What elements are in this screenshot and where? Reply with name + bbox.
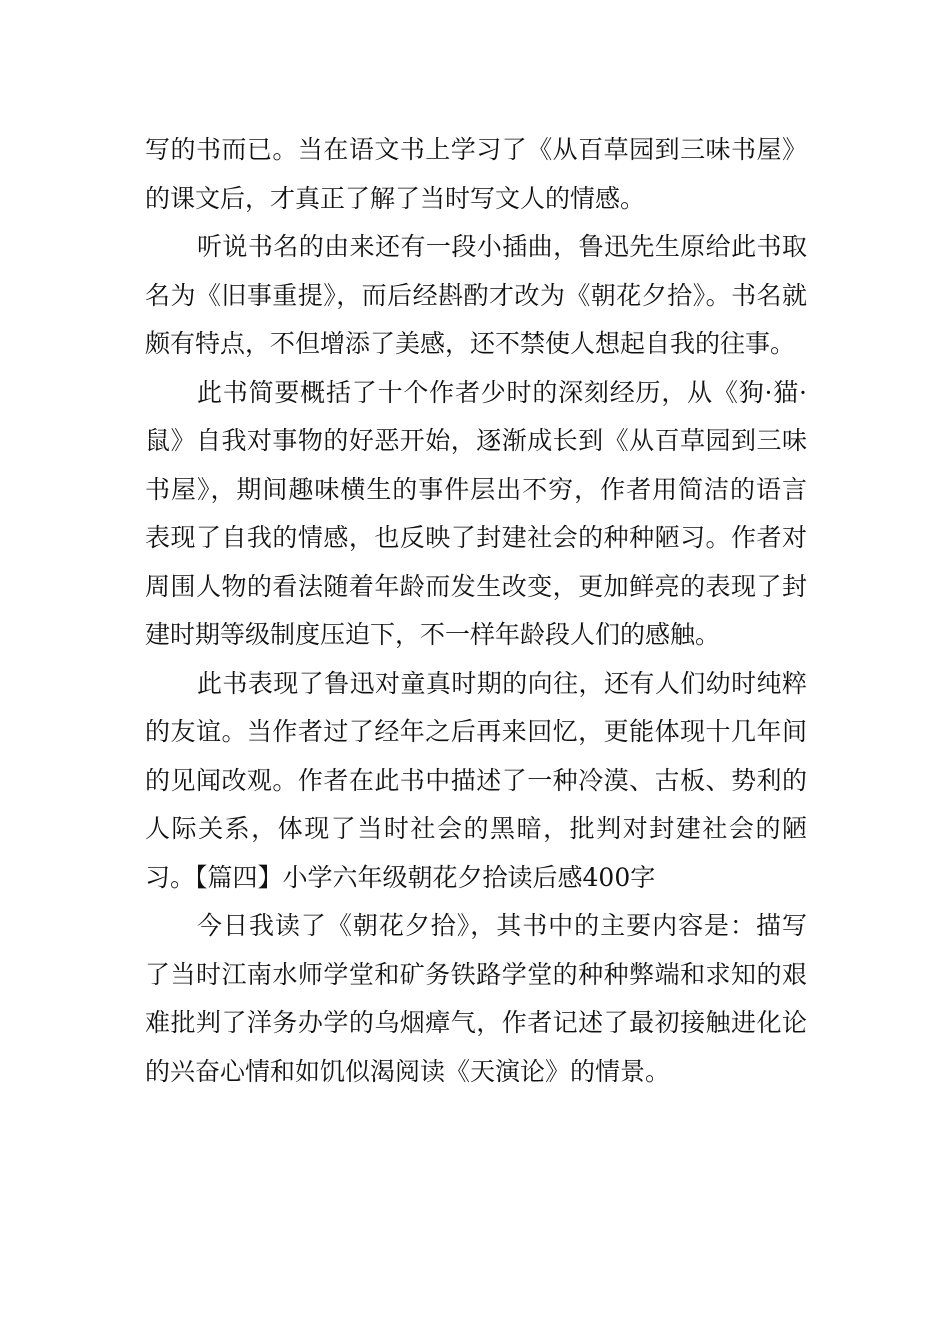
paragraph-4: 此书表现了鲁迅对童真时期的向往，还有人们幼时纯粹的友谊。当作者过了经年之后再来回忆，更能体现十几年间的见闻改观。作者在此书中描述了一种冷漠、古板、势利的人际关系，体现了当时社会的黑暗，批判对封建社会的陋习。【篇四】小学六年级朝花夕拾读后感400字 <box>145 668 807 892</box>
paragraph-5: 今日我读了《朝花夕拾》，其书中的主要内容是：描写了当时江南水师学堂和矿务铁路学堂的种种弊端和求知的艰难批判了洋务办学的乌烟瘴气，作者记述了最初接触进化论的兴奋心情和如饥似渴阅读《天演论》的情景。 <box>145 911 807 1086</box>
paragraph-3: 此书简要概括了十个作者少时的深刻经历，从《狗·猫·鼠》自我对事物的好恶开始，逐渐成长到《从百草园到三味书屋》，期间趣味横生的事件层出不穷，作者用简洁的语言表现了自我的情感，也反映了封建社会的种种陋习。作者对周围人物的看法随着年龄而发生改变，更加鲜亮的表现了封建时期等级制度压迫下，不一样年龄段人们的感触。 <box>145 377 807 649</box>
document-body <box>145 126 807 1096</box>
paragraph-2: 听说书名的由来还有一段小插曲，鲁迅先生原给此书取名为《旧事重提》，而后经斟酌才改为《朝花夕拾》。书名就颇有特点，不但增添了美感，还不禁使人想起自我的往事。 <box>145 232 807 358</box>
paragraph-1: 写的书而已。当在语文书上学习了《从百草园到三味书屋》的课文后，才真正了解了当时写文人的情感。 <box>145 135 807 213</box>
